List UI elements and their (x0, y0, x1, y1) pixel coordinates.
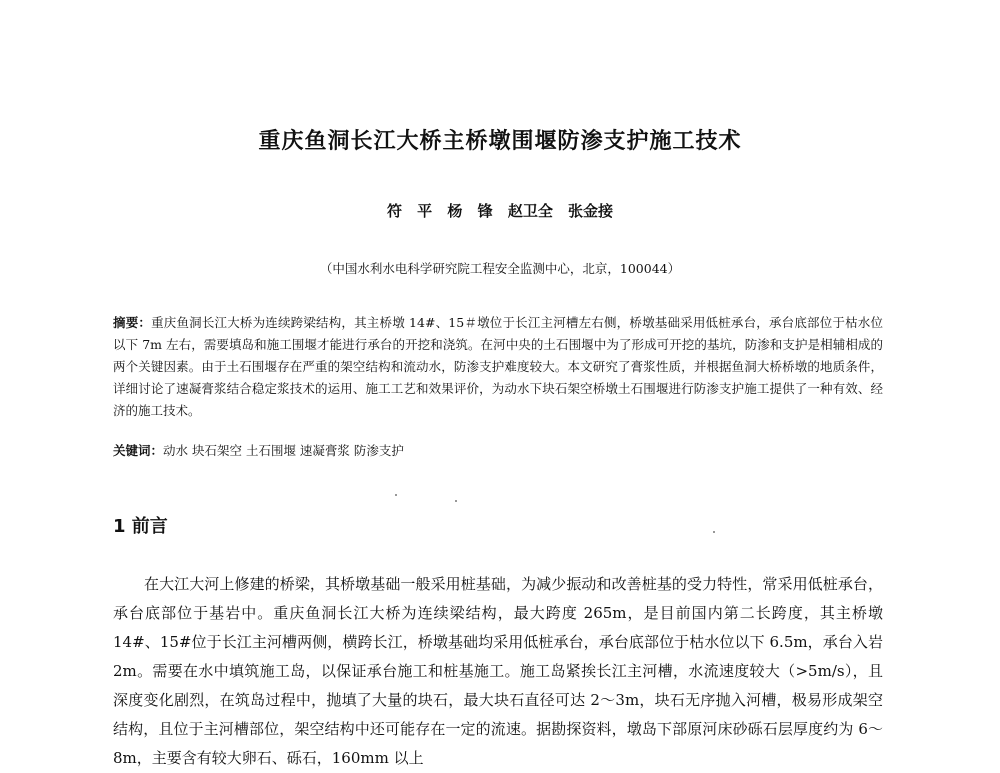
paper-affiliation: （中国水利水电科学研究院工程安全监测中心，北京，100044） (319, 261, 681, 276)
scan-speck (713, 531, 715, 533)
paper-title: 重庆鱼洞长江大桥主桥墩围堰防渗支护施工技术 (258, 129, 742, 154)
section-heading-introduction: 1 前言 (113, 516, 168, 537)
body-paragraph: 在大江大河上修建的桥梁，其桥墩基础一般采用桩基础，为减少振动和改善桩基的受力特性，常采用低桩承台，承台底部位于基岩中。重庆鱼洞长江大桥为连续梁结构，最大跨度 265m，是目前国内第二长跨度，其主桥墩 14#、15#位于长江主河槽两侧，横跨长江，桥墩基础均采用低桩承台，承台底部位于枯水位以下 6.5m，承台入岩 2m。需要在水中填筑施工岛，以保证承台施工和桩基施工。施工岛紧挨长江主河槽，水流速度较大（>5m/s），且深度变化剧烈，在筑岛过程中，抛填了大量的块石，最大块石直径可达 2～3m，块石无序抛入河槽，极易形成架空结构，且位于主河槽部位，架空结构中还可能存在一定的流速。据勘探资料，墩岛下部原河床砂砾石层厚度约为 6～8m，主要含有较大卵石、砾石，160mm 以上 (113, 575, 883, 767)
abstract-block (113, 312, 883, 422)
keywords-text: 动水 块石架空 土石围堰 速凝膏浆 防渗支护 (163, 443, 404, 458)
abstract-text: 重庆鱼洞长江大桥为连续跨梁结构，其主桥墩 14#、15＃墩位于长江主河槽左右侧，桥墩基础采用低桩承台，承台底部位于枯水位以下 7m 左右，需要填岛和施工围堰才能进行承台的开挖和浇筑。在河中央的土石围堰中为了形成可开挖的基坑，防渗和支护是相辅相成的两个关键因素。由于土石围堰存在严重的架空结构和流动水，防渗支护难度较大。本文研究了膏浆性质，并根据鱼洞大桥桥墩的地质条件，详细讨论了速凝膏浆结合稳定浆技术的运用、施工工艺和效果评价，为动水下块石架空桥墩土石围堰进行防渗支护施工提供了一种有效、经济的施工技术。 (113, 315, 883, 418)
keywords-label: 关键词： (113, 443, 164, 458)
abstract-label: 摘要： (113, 315, 152, 330)
scan-speck (395, 494, 397, 496)
scan-speck (455, 500, 457, 502)
paper-authors: 符 平 杨 锋 赵卫全 张金接 (386, 202, 614, 220)
keywords-block (113, 441, 883, 461)
